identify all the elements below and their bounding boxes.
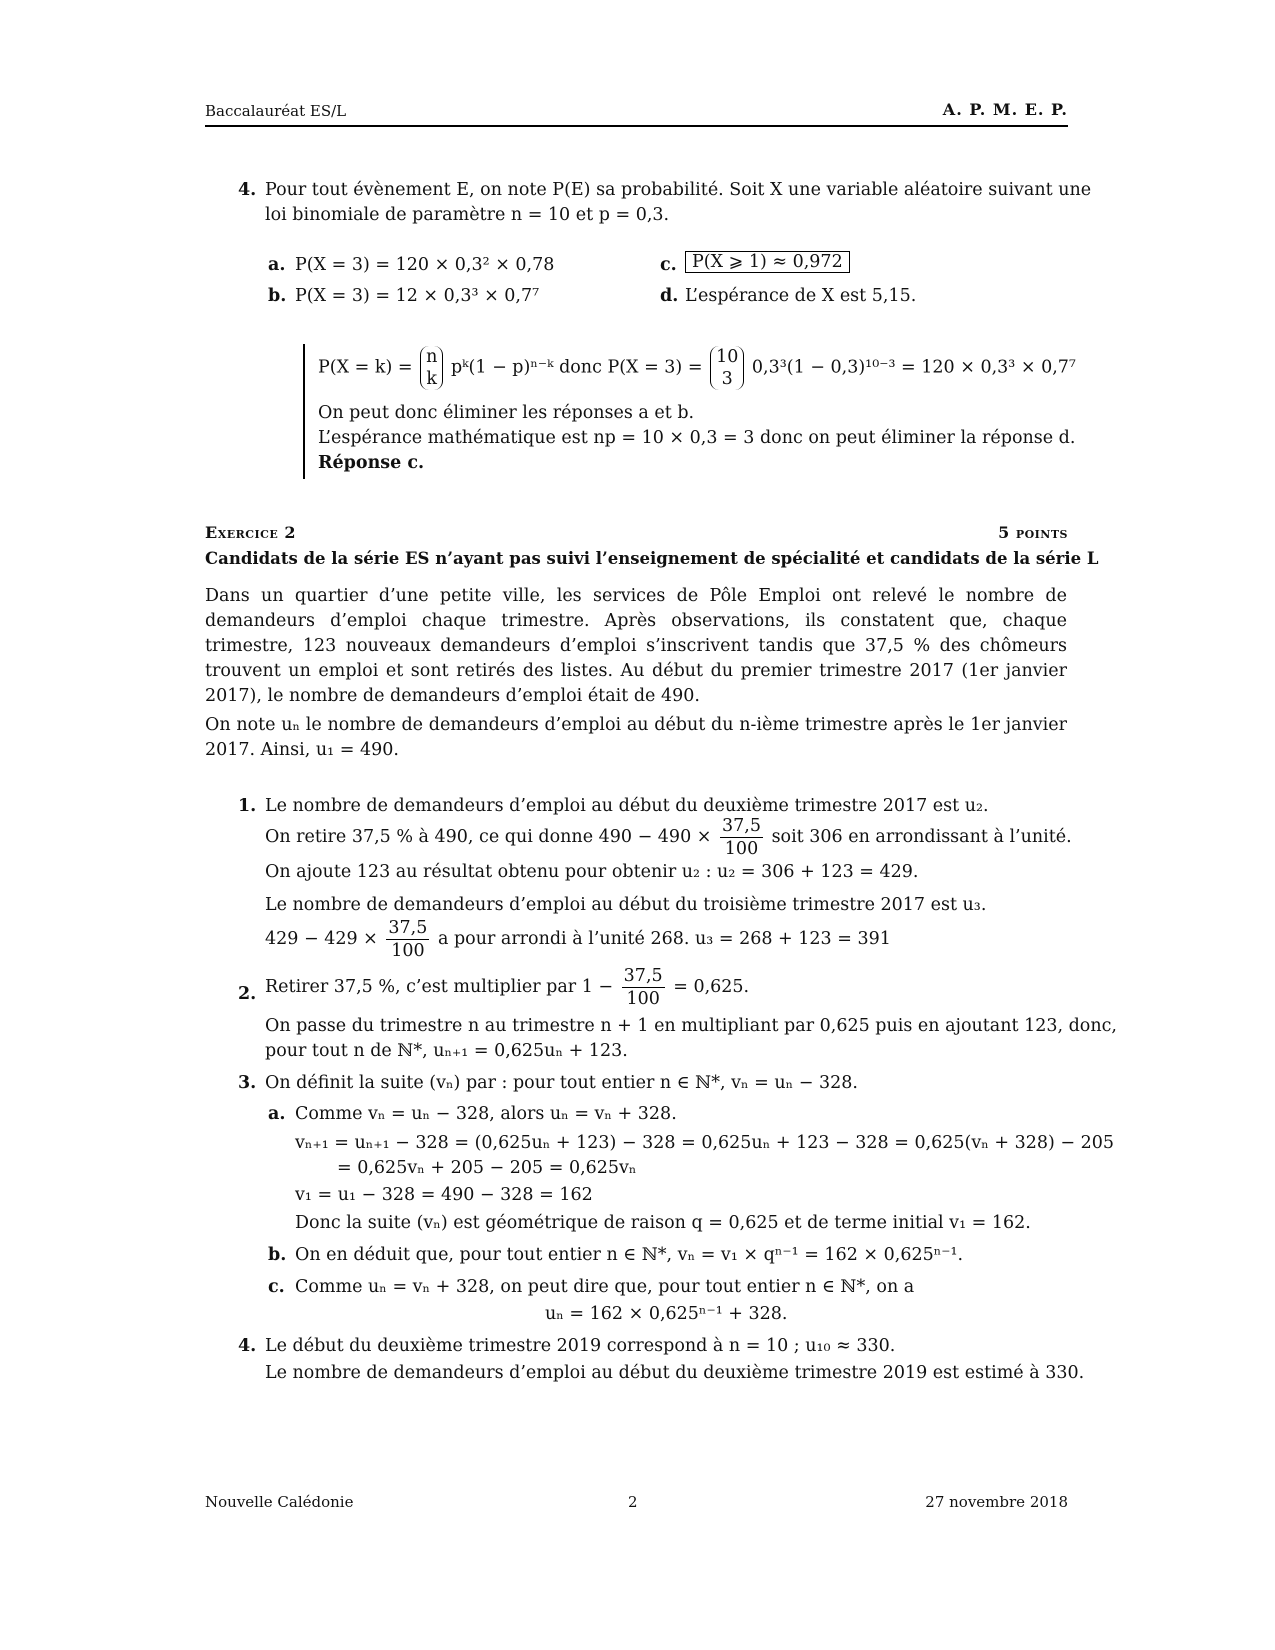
q4-solution-formula bbox=[318, 346, 1076, 390]
q3a-line5: Donc la suite (vₙ) est géométrique de raison q = 0,625 et de terme initial v₁ = 162. bbox=[295, 1213, 1031, 1233]
q2-line3: pour tout n de ℕ*, uₙ₊₁ = 0,625uₙ + 123. bbox=[265, 1041, 628, 1061]
q1-line4: Le nombre de demandeurs d’emploi au début du troisième trimestre 2017 est u₃. bbox=[265, 895, 987, 915]
q3a-line1: Comme vₙ = uₙ − 328, alors uₙ = vₙ + 328. bbox=[295, 1104, 677, 1124]
q1-line2 bbox=[265, 815, 1072, 860]
q4-option-c-label: c. bbox=[660, 255, 677, 275]
q3a-line3: = 0,625vₙ + 205 − 205 = 0,625vₙ bbox=[337, 1158, 637, 1178]
q1-line5 bbox=[265, 917, 891, 962]
q3a-label: a. bbox=[268, 1104, 286, 1124]
q1-line1: Le nombre de demandeurs d’emploi au début du deuxième trimestre 2017 est u₂. bbox=[265, 796, 989, 816]
q3c-line2: uₙ = 162 × 0,625ⁿ⁻¹ + 328. bbox=[545, 1304, 788, 1324]
q4-option-b-label: b. bbox=[268, 286, 287, 306]
q1-line2-part: On retire 37,5 % à 490, ce qui donne 490 − 490 × bbox=[265, 827, 712, 847]
q1-number: 1. bbox=[238, 796, 257, 816]
q4-option-d: L’espérance de X est 5,15. bbox=[685, 286, 917, 306]
solution-bar bbox=[303, 344, 305, 479]
fraction-37-5-100: $\frac{37,5}{100}$ bbox=[623, 966, 663, 1009]
page-number: 2 bbox=[628, 1493, 638, 1511]
q1-line5-part: a pour arrondi à l’unité 268. u₃ = 268 + 123 = 391 bbox=[437, 929, 891, 949]
q3-number: 3. bbox=[238, 1073, 257, 1093]
formula-part: 0,3³(1 − 0,3)¹⁰⁻³ = 120 × 0,3³ × 0,7⁷ bbox=[751, 357, 1076, 378]
q2-line2: On passe du trimestre n au trimestre n + 1 en multipliant par 0,625 puis en ajoutant 123, donc, bbox=[265, 1016, 1117, 1036]
q3a-line2: vₙ₊₁ = uₙ₊₁ − 328 = (0,625uₙ + 123) − 328 = 0,625uₙ + 123 − 328 = 0,625(vₙ + 328) − 205 bbox=[295, 1133, 1115, 1153]
footer-left: Nouvelle Calédonie bbox=[205, 1493, 354, 1511]
q2-line1-part: = 0,625. bbox=[673, 977, 750, 997]
q1-line3: On ajoute 123 au résultat obtenu pour obtenir u₂ : u₂ = 306 + 123 = 429. bbox=[265, 862, 919, 882]
q4-statement-line1: Pour tout évènement E, on note P(E) sa probabilité. Soit X une variable aléatoire suivant une bbox=[265, 180, 1092, 200]
intro-paragraph-2: On note uₙ le nombre de demandeurs d’emploi au début du n-ième trimestre après le 1er janvier 2017. Ainsi, u₁ = 490. bbox=[205, 715, 1067, 760]
binomial-10-3: 10 3 bbox=[710, 346, 744, 390]
q4-solution-answer: Réponse c. bbox=[318, 453, 425, 473]
q4b-number: 4. bbox=[238, 1336, 257, 1356]
q1-line2-part: soit 306 en arrondissant à l’unité. bbox=[771, 827, 1072, 847]
q1-line5-part: 429 − 429 × bbox=[265, 929, 378, 949]
header-right: A. P. M. E. P. bbox=[942, 100, 1068, 119]
q3c-line1: Comme uₙ = vₙ + 328, on peut dire que, pour tout entier n ∈ ℕ*, on a bbox=[295, 1277, 915, 1297]
ex2-q4-line2: Le nombre de demandeurs d’emploi au début du deuxième trimestre 2019 est estimé à 330. bbox=[265, 1363, 1085, 1383]
q4-option-b: P(X = 3) = 12 × 0,3³ × 0,7⁷ bbox=[295, 286, 540, 306]
exercise-title: Exercice 2 bbox=[205, 523, 296, 542]
q4-option-d-label: d. bbox=[660, 286, 679, 306]
q2-line1-part: Retirer 37,5 %, c’est multiplier par 1 − bbox=[265, 977, 614, 997]
q2-number: 2. bbox=[238, 984, 257, 1004]
q4-solution-line3: L’espérance mathématique est np = 10 × 0,3 = 3 donc on peut éliminer la réponse d. bbox=[318, 428, 1076, 448]
header-rule bbox=[205, 125, 1068, 127]
q4-option-a-label: a. bbox=[268, 255, 286, 275]
footer-right: 27 novembre 2018 bbox=[925, 1493, 1068, 1511]
q3c-label: c. bbox=[268, 1277, 285, 1297]
ex2-q4-line1: Le début du deuxième trimestre 2019 correspond à n = 10 ; u₁₀ ≈ 330. bbox=[265, 1336, 896, 1356]
q3b-label: b. bbox=[268, 1245, 287, 1265]
q3b-line1: On en déduit que, pour tout entier n ∈ ℕ*, vₙ = v₁ × qⁿ⁻¹ = 162 × 0,625ⁿ⁻¹. bbox=[295, 1245, 964, 1265]
q4-option-c-boxed: P(X ⩾ 1) ≈ 0,972 bbox=[685, 251, 850, 273]
exercise-points: 5 points bbox=[998, 523, 1068, 542]
q4-number: 4. bbox=[238, 180, 257, 200]
exercise-subtitle: Candidats de la série ES n’ayant pas suivi l’enseignement de spécialité et candidats de la série L bbox=[205, 549, 1099, 568]
q3a-line4: v₁ = u₁ − 328 = 490 − 328 = 162 bbox=[295, 1185, 593, 1205]
intro-paragraph-1: Dans un quartier d’une petite ville, les services de Pôle Emploi ont relevé le nombre de demandeurs d’emploi chaque trimestre. Après observations, ils constatent que, chaque trimestre, 123 nouveaux demandeurs d’emploi s’inscrivent tandis que 37,5 % des chômeurs trouvent un emploi et sont retirés des listes. Au début du premier trimestre 2017 (1er janvier 2017), le nombre de demandeurs d’emploi était de 490. bbox=[205, 586, 1067, 706]
q4-option-a: P(X = 3) = 120 × 0,3² × 0,78 bbox=[295, 255, 555, 275]
q3-line1: On définit la suite (vₙ) par : pour tout entier n ∈ ℕ*, vₙ = uₙ − 328. bbox=[265, 1073, 858, 1093]
header-left: Baccalauréat ES/L bbox=[205, 102, 347, 120]
q2-line1 bbox=[265, 965, 749, 1010]
binomial-nk: n k bbox=[420, 346, 443, 390]
formula-part: P(X = k) = bbox=[318, 357, 413, 378]
fraction-37-5-100: $\frac{37,5}{100}$ bbox=[388, 918, 428, 961]
q4-statement-line2: loi binomiale de paramètre n = 10 et p = 0,3. bbox=[265, 205, 670, 225]
formula-part: pᵏ(1 − p)ⁿ⁻ᵏ donc P(X = 3) = bbox=[450, 357, 703, 378]
q4-solution-line2: On peut donc éliminer les réponses a et b. bbox=[318, 403, 695, 423]
fraction-37-5-100: $\frac{37,5}{100}$ bbox=[722, 816, 761, 859]
